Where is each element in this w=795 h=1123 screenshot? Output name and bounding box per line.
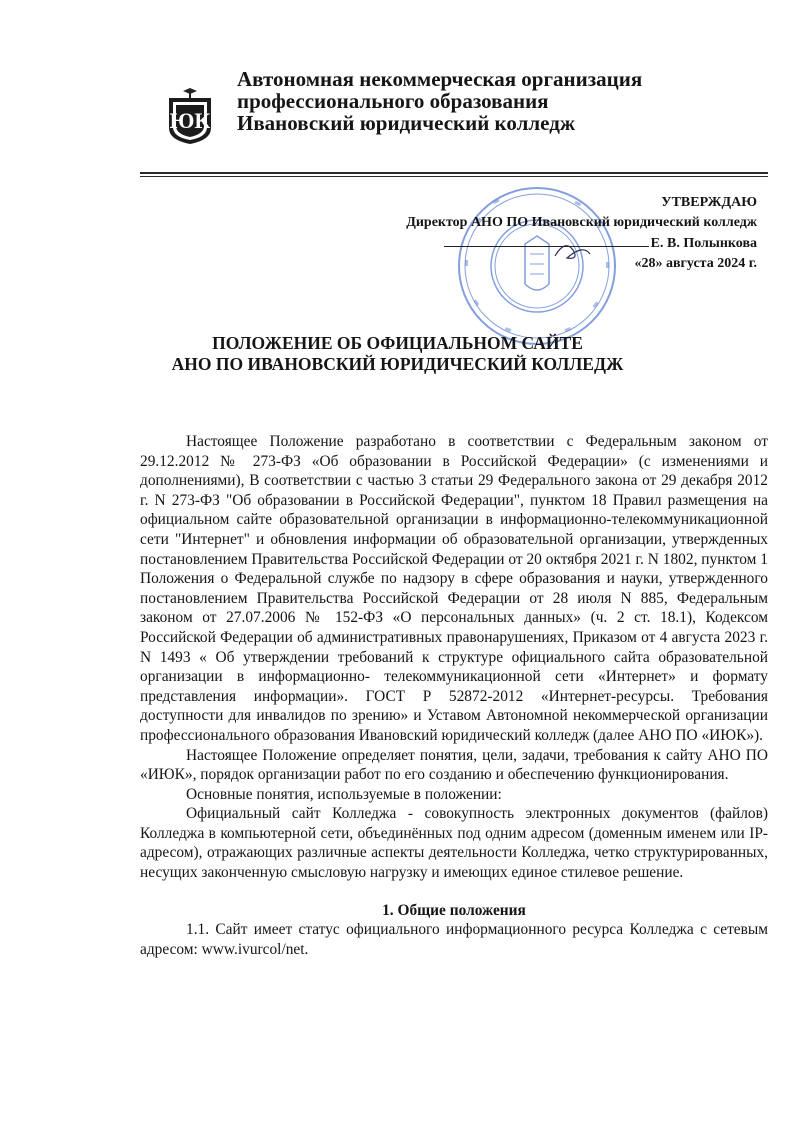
document-title: [0, 333, 795, 375]
paragraph-intro: Настоящее Положение разработано в соответствии с Федеральным законом от 29.12.2012 № 273-ФЗ «Об образовании в Российской Федерации» (с изменениями и дополнениями), В соответствии с частью 3 статьи 29 Федерального закона от 29 декабря 2012 г. N 273-ФЗ "Об образовании в Российской Федерации", пунктом 18 Правил размещения на официальном сайте образовательной организации в информационно-телекоммуникационной сети "Интернет" и обновления информации об образовательной организации, утвержденных постановлением Правительства Российской Федерации от 20 октября 2021 г. N 1802, пунктом 1 Положения о Федеральной службе по надзору в сфере образования и науки, утвержденного постановлением Правительства Российской Федерации от 28 июля N 885, Федеральным законом от 27.07.2006 № 152-ФЗ «О персональных данных» (ч. 2 ст. 18.1), Кодексом Российской Федерации об административных правонарушениях, Приказом от 4 августа 2023 г. N 1493 « Об утверждении требований к структуре официального сайта образовательной организации в информационно- телекоммуникационной сети «Интернет» и формату представления информации». ГОСТ Р 52872-2012 «Интернет-ресурсы. Требования доступности для инвалидов по зрению» и Уставом Автономной некоммерческой организации профессионального образования Ивановский юридический колледж (далее АНО ПО «ИЮК»).: [140, 433, 768, 744]
approval-position: Директор АНО ПО Ивановский юридический колледж: [406, 215, 757, 230]
paragraph-scope: Настоящее Положение определяет понятия, цели, задачи, требования к сайту АНО ПО «ИЮК», порядок организации работ по его созданию и обеспечению функционирования.: [140, 746, 768, 784]
approval-block: [406, 193, 757, 274]
signature-line: [444, 233, 649, 247]
title-line-1: ПОЛОЖЕНИЕ ОБ ОФИЦИАЛЬНОМ САЙТЕ: [212, 333, 583, 353]
approval-date: «28» августа 2024 г.: [634, 256, 757, 271]
approval-signature-line: [406, 233, 757, 254]
organization-name: [237, 68, 642, 134]
section-1-heading: 1. Общие положения: [382, 901, 526, 919]
org-line-3: Ивановский юридический колледж: [237, 111, 576, 135]
header-divider: [140, 172, 768, 174]
svg-text:ЮК: ЮК: [169, 108, 211, 133]
paragraph-definition: Официальный сайт Колледжа - совокупность электронных документов (файлов) Колледжа в компьютерной сети, объединённых под одним адресом (доменным именем или IP-адресом), отражающих различные аспекты деятельности Колледжа, четко структурированных, несущих законченную смысловую нагрузку и имеющих единое стилевое решение.: [140, 805, 768, 882]
approval-heading: УТВЕРЖДАЮ: [661, 195, 757, 210]
college-emblem-icon: [165, 88, 215, 144]
header-divider-thin: [140, 176, 768, 177]
section-1-paragraph-1: 1.1. Сайт имеет статус официального информационного ресурса Колледжа с сетевым адресом: www.ivurcol/net.: [140, 921, 768, 958]
title-line-2: АНО ПО ИВАНОВСКИЙ ЮРИДИЧЕСКИЙ КОЛЛЕДЖ: [171, 354, 624, 374]
approval-name: Е. В. Полынкова: [650, 236, 757, 251]
document-body: [140, 432, 768, 959]
org-line-1: Автономная некоммерческая организация: [237, 67, 643, 91]
paragraph-terms: Основные понятия, используемые в положении:: [186, 785, 502, 803]
org-line-2: профессионального образования: [237, 89, 549, 113]
